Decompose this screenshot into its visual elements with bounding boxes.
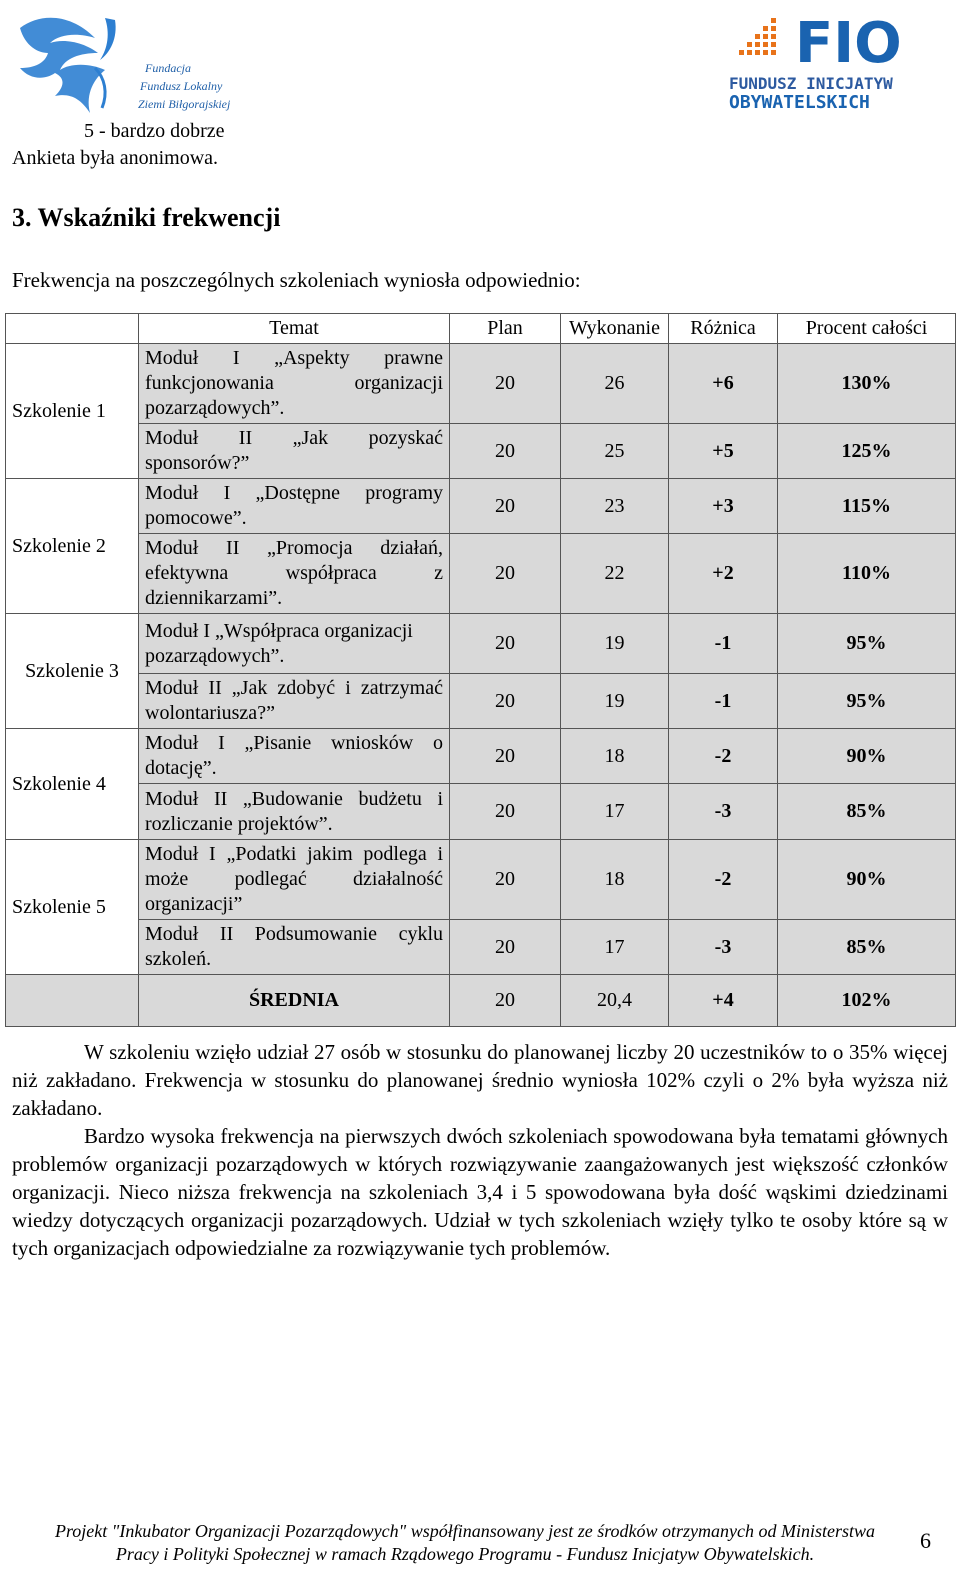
row-roznica: -2 [669, 840, 778, 920]
header-empty [6, 314, 139, 344]
group-cell [6, 840, 139, 975]
row-roznica: -3 [669, 784, 778, 840]
row-wykonanie: 18 [561, 840, 669, 920]
summary-plan: 20 [450, 975, 561, 1027]
row-plan: 20 [450, 784, 561, 840]
group-cell [6, 729, 139, 840]
table-row [6, 729, 956, 784]
row-tema: Moduł II „Jak pozyskać sponsorów?” [139, 424, 450, 479]
row-procent: 85% [778, 920, 956, 975]
row-roznica: +3 [669, 479, 778, 534]
table-row [6, 614, 956, 674]
fio-mark-icon [737, 8, 947, 78]
row-roznica: +6 [669, 344, 778, 424]
header-roznica: Różnica [669, 314, 778, 344]
row-roznica: -2 [669, 729, 778, 784]
group-label: Szkolenie 5 [12, 895, 106, 918]
table-row [6, 344, 956, 424]
row-wykonanie: 23 [561, 479, 669, 534]
row-plan: 20 [450, 729, 561, 784]
group-cell [6, 344, 139, 479]
fio-logo [729, 8, 947, 113]
table-row [6, 674, 956, 729]
row-plan: 20 [450, 344, 561, 424]
row-plan: 20 [450, 424, 561, 479]
row-wykonanie: 22 [561, 534, 669, 614]
table-row [6, 424, 956, 479]
summary-row [6, 975, 956, 1027]
table-row [6, 534, 956, 614]
summary-empty [6, 975, 139, 1027]
row-procent: 115% [778, 479, 956, 534]
table-row [6, 840, 956, 920]
row-plan: 20 [450, 840, 561, 920]
row-tema: Moduł II Podsumowanie cyklu szkoleń. [139, 920, 450, 975]
group-label: Szkolenie 2 [12, 534, 106, 557]
row-procent: 130% [778, 344, 956, 424]
header-plan: Plan [450, 314, 561, 344]
logo-line-1: Fundacja [145, 61, 191, 75]
group-cell [6, 614, 139, 729]
row-roznica: +2 [669, 534, 778, 614]
row-plan: 20 [450, 614, 561, 674]
foundation-logo [10, 8, 235, 120]
fio-line-1: FUNDUSZ INICJATYW [729, 74, 893, 93]
header-temat: Temat [139, 314, 450, 344]
row-wykonanie: 25 [561, 424, 669, 479]
row-wykonanie: 19 [561, 614, 669, 674]
table-row [6, 479, 956, 534]
fio-line-2: OBYWATELSKICH [729, 92, 870, 113]
row-procent: 110% [778, 534, 956, 614]
group-label: Szkolenie 3 [25, 659, 119, 682]
row-tema: Moduł I „Pisanie wniosków o dotację”. [139, 729, 450, 784]
row-roznica: -3 [669, 920, 778, 975]
row-tema: Moduł II „Promocja działań, efektywna współpraca z dziennikarzami”. [139, 534, 450, 614]
table-header-row [6, 314, 956, 344]
row-wykonanie: 18 [561, 729, 669, 784]
fio-mark-text: FIO [795, 11, 902, 76]
paragraph-2: Bardzo wysoka frekwencja na pierwszych dwóch szkoleniach spowodowana była tematami głównych problemów organizacji pozarządowych w których rozwiązywanie zaangażowanych jest większość członków organizacji. Nieco niższa frekwencja na szkoleniach 3,4 i 5 spowodowana była dość wąskimi dziedzinami wiedzy dotyczących organizacji pozarządowych. Udział w tych szkoleniach wzięły tylko te osoby które są w tych organizacjach odpowiedzialne za rozwiązywanie tych problemów. [12, 1124, 948, 1260]
row-roznica: -1 [669, 614, 778, 674]
row-plan: 20 [450, 920, 561, 975]
row-plan: 20 [450, 674, 561, 729]
row-tema: Moduł I „Dostępne programy pomocowe”. [139, 479, 450, 534]
row-procent: 95% [778, 674, 956, 729]
row-wykonanie: 17 [561, 784, 669, 840]
intro-text: Frekwencja na poszczególnych szkoleniach wyniosła odpowiednio: [12, 268, 581, 292]
intro-line-1: 5 - bardzo dobrze [84, 120, 225, 142]
row-procent: 125% [778, 424, 956, 479]
summary-wykonanie: 20,4 [561, 975, 669, 1027]
header-wykonanie: Wykonanie [561, 314, 669, 344]
row-roznica: -1 [669, 674, 778, 729]
group-label: Szkolenie 1 [12, 399, 106, 422]
logo-line-3: Ziemi Biłgorajskiej [138, 97, 231, 111]
group-label: Szkolenie 4 [12, 772, 106, 795]
summary-roznica: +4 [669, 975, 778, 1027]
group-cell [6, 479, 139, 614]
page-number: 6 [920, 1528, 931, 1553]
row-plan: 20 [450, 534, 561, 614]
table-row [6, 784, 956, 840]
attendance-table [5, 313, 956, 1027]
row-roznica: +5 [669, 424, 778, 479]
row-procent: 85% [778, 784, 956, 840]
row-tema: Moduł I „Podatki jakim podlega i może podlegać działalność organizacji” [139, 840, 450, 920]
summary-label: ŚREDNIA [139, 975, 450, 1027]
row-procent: 90% [778, 729, 956, 784]
row-wykonanie: 17 [561, 920, 669, 975]
row-tema: Moduł II „Budowanie budżetu i rozliczanie projektów”. [139, 784, 450, 840]
row-tema: Moduł I „Aspekty prawne funkcjonowania organizacji pozarządowych”. [139, 344, 450, 424]
section-title: 3. Wskaźniki frekwencji [12, 203, 281, 232]
logo-line-2: Fundusz Lokalny [140, 79, 223, 93]
row-procent: 90% [778, 840, 956, 920]
summary-procent: 102% [778, 975, 956, 1027]
row-tema: Moduł I „Współpraca organizacji pozarządowych”. [139, 614, 450, 674]
row-plan: 20 [450, 479, 561, 534]
row-wykonanie: 19 [561, 674, 669, 729]
header-procent: Procent całości [778, 314, 956, 344]
page-footer: Projekt "Inkubator Organizacji Pozarządowych" współfinansowany jest ze środków otrzymanych od Ministerstwa Pracy i Polityki Społecznej w ramach Rządowego Programu - Fundusz Inicjatyw Obywatelskich. [54, 1521, 876, 1564]
paragraph-1: W szkoleniu wzięło udział 27 osób w stosunku do planowanej liczby 20 uczestników to o 35% więcej niż zakładano. Frekwencja w stosunku do planowanej średnio wyniosła 102% czyli o 2% była wyższa niż zakładano. [12, 1040, 948, 1120]
row-tema: Moduł II „Jak zdobyć i zatrzymać wolontariusza?” [139, 674, 450, 729]
intro-line-2: Ankieta była anonimowa. [12, 147, 219, 169]
table-row [6, 920, 956, 975]
row-procent: 95% [778, 614, 956, 674]
row-wykonanie: 26 [561, 344, 669, 424]
